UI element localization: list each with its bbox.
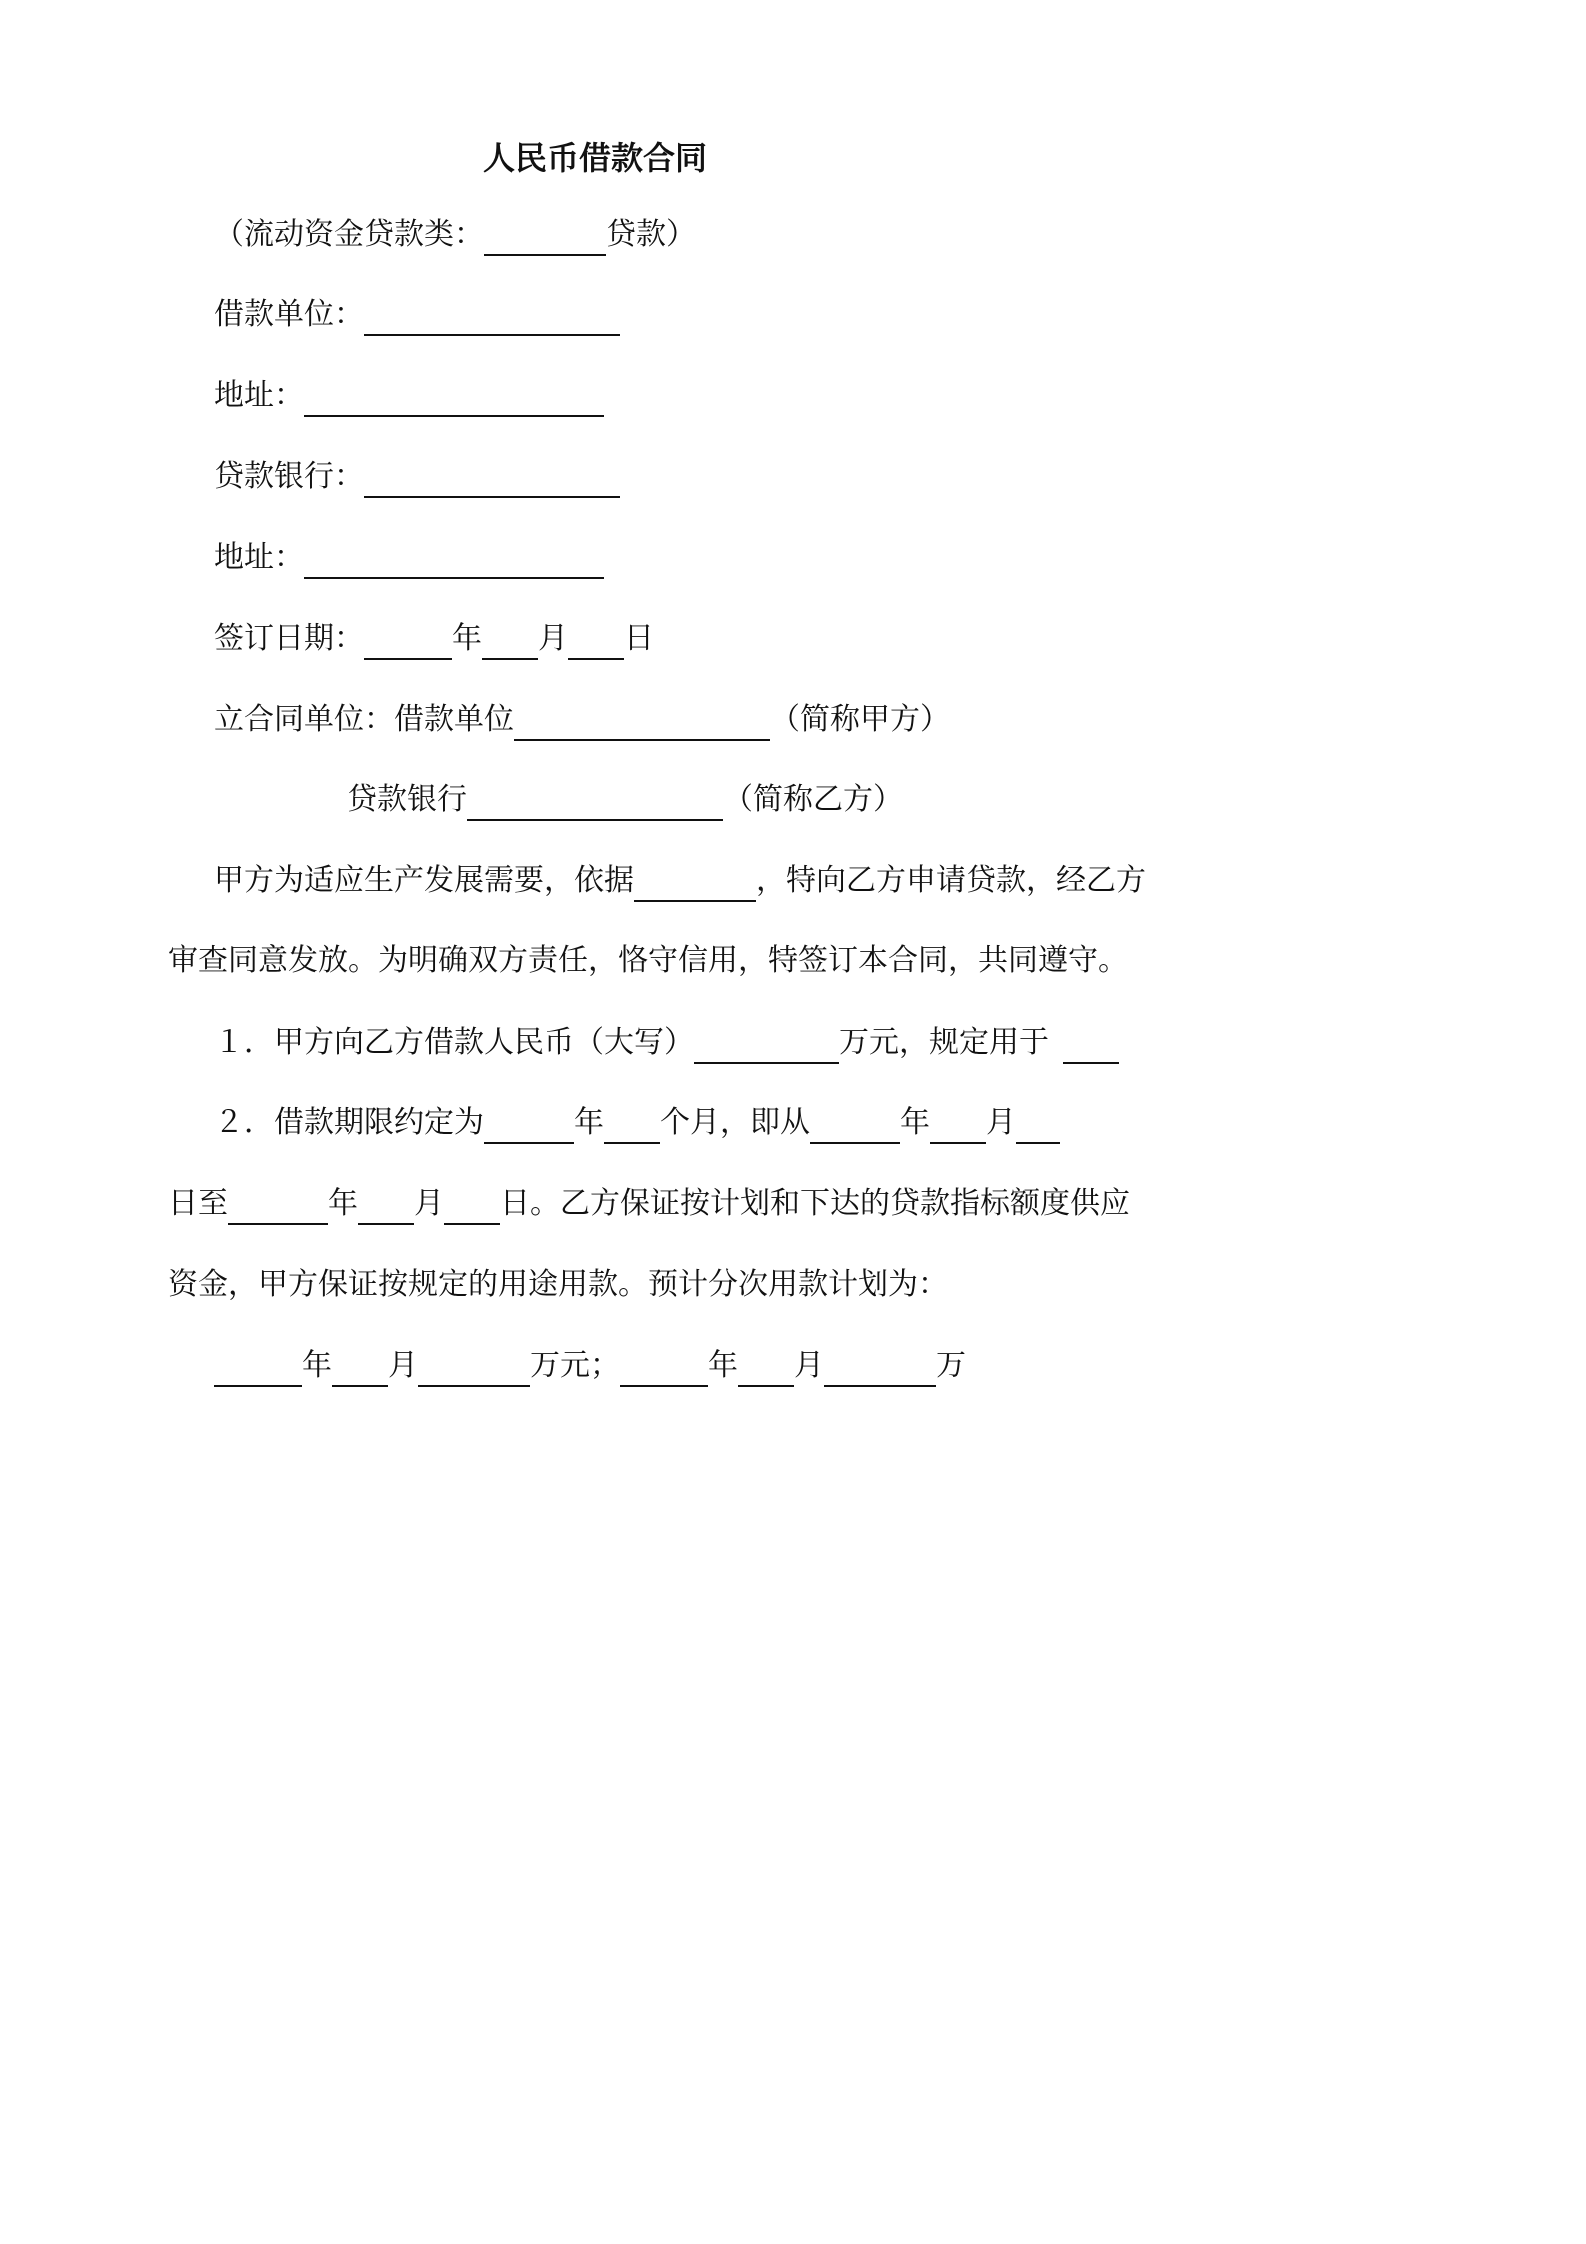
clause-2-line-1 [214, 1105, 1060, 1140]
plan-wan-yuan: 万元； [530, 1348, 620, 1383]
party-b-suffix: （简称乙方） [723, 782, 903, 817]
sign-year-blank[interactable] [364, 628, 452, 660]
plan-line [214, 1348, 966, 1383]
party-a-label: 借款单位 [394, 702, 514, 737]
plan-year2-blank[interactable] [620, 1355, 708, 1387]
sign-month-blank[interactable] [482, 628, 538, 660]
borrower-address-blank[interactable] [304, 385, 604, 417]
end-day-blank[interactable] [444, 1193, 500, 1225]
clause-1-a: １．甲方向乙方借款人民币（大写） [214, 1025, 694, 1060]
borrower-label: 借款单位： [214, 297, 364, 332]
borrower-address-line [214, 378, 604, 413]
loan-type-line [214, 217, 696, 252]
document-title: 人民币借款合同 [483, 139, 708, 177]
plan-month2-blank[interactable] [738, 1355, 794, 1387]
end-month-blank[interactable] [358, 1193, 414, 1225]
borrower-blank[interactable] [364, 304, 620, 336]
bank-address-blank[interactable] [304, 547, 604, 579]
clause-2-l2-day: 日至 [168, 1186, 228, 1221]
clause-1-b: 万元，规定用于 [839, 1025, 1049, 1060]
start-day-blank[interactable] [1016, 1112, 1060, 1144]
party-b-line [347, 782, 903, 817]
plan-amount2-blank[interactable] [824, 1355, 936, 1387]
bank-address-label: 地址： [214, 540, 304, 575]
parties-label: 立合同单位： [214, 702, 394, 737]
clause-2-month2: 月 [986, 1105, 1016, 1140]
term-months-blank[interactable] [604, 1112, 660, 1144]
intro-p1-a: 甲方为适应生产发展需要，依据 [214, 863, 634, 898]
clause-2-months: 个月，即从 [660, 1105, 810, 1140]
sign-date-line [214, 621, 654, 656]
sign-year-label: 年 [452, 621, 482, 656]
loan-type-blank[interactable] [484, 224, 606, 256]
clause-2-l2-year: 年 [328, 1186, 358, 1221]
intro-line-1 [214, 863, 1146, 898]
end-year-blank[interactable] [228, 1193, 328, 1225]
clause-1-line [214, 1025, 1119, 1060]
party-a-line [214, 702, 950, 737]
clause-2-a: ２．借款期限约定为 [214, 1105, 484, 1140]
start-year-blank[interactable] [810, 1112, 900, 1144]
party-a-suffix: （简称甲方） [770, 702, 950, 737]
intro-basis-blank[interactable] [634, 870, 756, 902]
intro-p1-b: ，特向乙方申请贷款，经乙方 [756, 863, 1146, 898]
lending-bank-blank[interactable] [364, 466, 620, 498]
plan-year-blank[interactable] [214, 1355, 302, 1387]
start-month-blank[interactable] [930, 1112, 986, 1144]
borrower-line [214, 297, 620, 332]
clause-2-line-2 [168, 1186, 1130, 1221]
bank-address-line [214, 540, 604, 575]
plan-year: 年 [302, 1348, 332, 1383]
borrower-address-label: 地址： [214, 378, 304, 413]
clause-2-year2: 年 [900, 1105, 930, 1140]
loan-type-suffix: 贷款） [606, 217, 696, 252]
sign-day-blank[interactable] [568, 628, 624, 660]
party-b-label: 贷款银行 [347, 782, 467, 817]
clause-2-line-3 [168, 1267, 948, 1302]
clause-2-l2-month: 月 [414, 1186, 444, 1221]
plan-year2: 年 [708, 1348, 738, 1383]
clause-1-purpose-blank[interactable] [1063, 1032, 1119, 1064]
sign-day-label: 日 [624, 621, 654, 656]
term-years-blank[interactable] [484, 1112, 574, 1144]
plan-month: 月 [388, 1348, 418, 1383]
sign-date-label: 签订日期： [214, 621, 364, 656]
clause-1-amount-blank[interactable] [694, 1032, 839, 1064]
party-a-blank[interactable] [514, 709, 770, 741]
plan-amount-blank[interactable] [418, 1355, 530, 1387]
lending-bank-label: 贷款银行： [214, 459, 364, 494]
intro-p2: 审查同意发放。为明确双方责任，恪守信用，特签订本合同，共同遵守。 [168, 943, 1128, 978]
plan-month2: 月 [794, 1348, 824, 1383]
sign-month-label: 月 [538, 621, 568, 656]
plan-wan: 万 [936, 1348, 966, 1383]
lending-bank-line [214, 459, 620, 494]
party-b-blank[interactable] [467, 789, 723, 821]
loan-type-prefix: （流动资金贷款类： [214, 217, 484, 252]
clause-2-year: 年 [574, 1105, 604, 1140]
clause-2-l2-rest: 日。乙方保证按计划和下达的贷款指标额度供应 [500, 1186, 1130, 1221]
plan-month-blank[interactable] [332, 1355, 388, 1387]
intro-line-2 [168, 943, 1128, 978]
clause-2-l3: 资金，甲方保证按规定的用途用款。预计分次用款计划为： [168, 1267, 948, 1302]
